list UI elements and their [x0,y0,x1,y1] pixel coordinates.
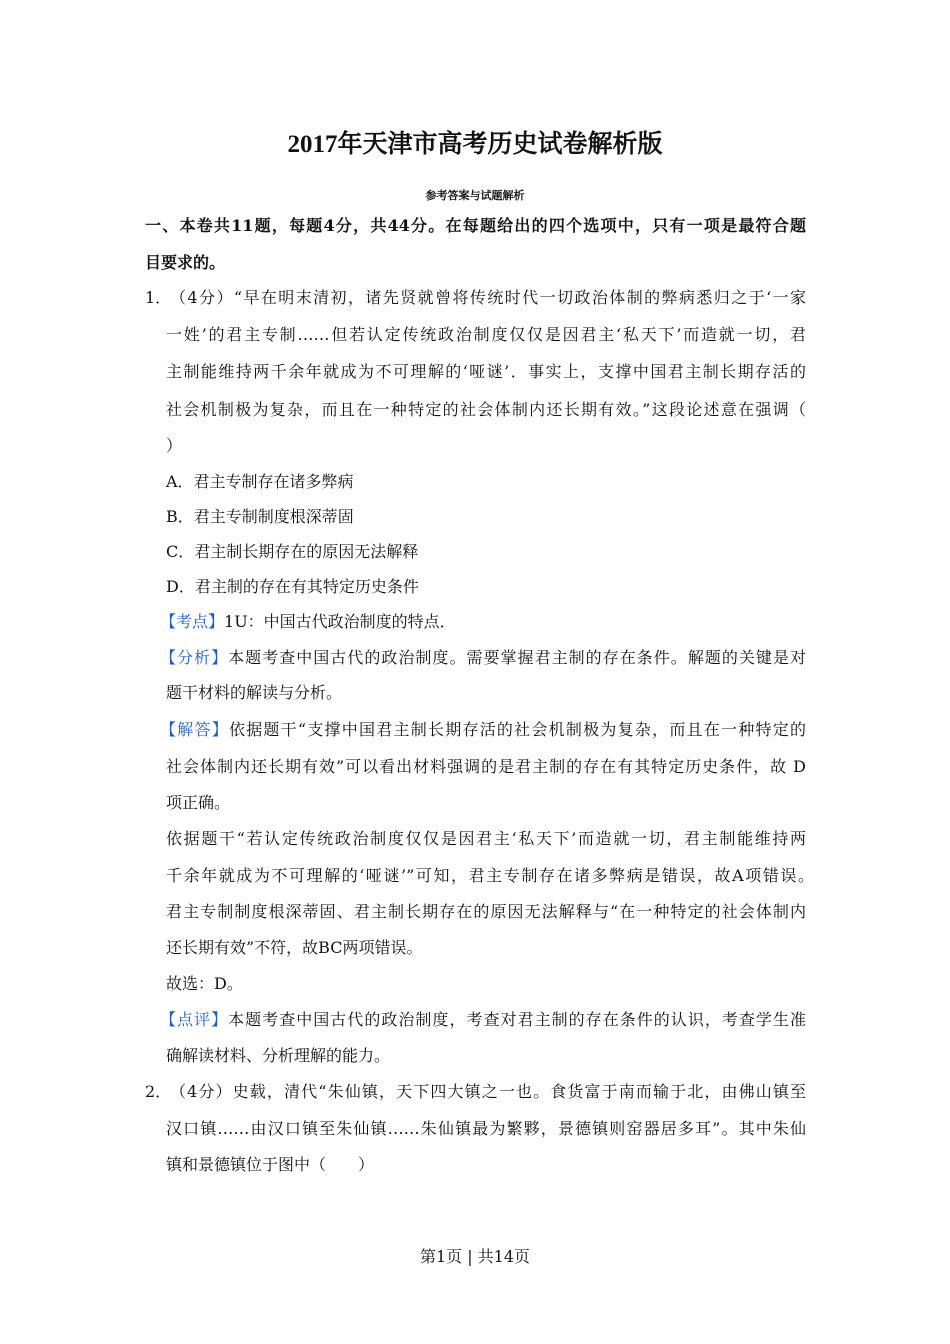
option-a: A．君主专制存在诸多弊病 [166,472,354,491]
jieda-text: 依据题干“若认定传统政治制度仅仅是因君主‘私天下’而造就一切，君主制能维持两 [166,829,806,848]
jieda-text: 社会体制内还长期有效”可以看出材料强调的是君主制的存在有其特定历史条件，故 D [166,757,806,776]
jieda-text: 依据题干“支撑中国君主制长期存活的社会机制极为复杂，而且在一种特定的 [228,720,806,739]
jieda-text: 千余年就成为不可理解的‘哑谜’”可知，君主专制存在诸多弊病是错误，故A项错误。 [166,866,814,885]
question-text: 汉口镇……由汉口镇至朱仙镇……朱仙镇最为繁夥，景德镇则窑器居多耳”。其中朱仙 [166,1119,806,1138]
jieda-text: 项正确。 [166,793,231,812]
fenxi-text: 本题考查中国古代的政治制度。需要掌握君主制的存在条件。解题的关键是对 [228,648,806,667]
jieda [160,720,806,740]
jieda-label: 【解答】 [160,720,229,739]
fenxi-label: 【分析】 [160,648,229,667]
dianping-text: 本题考查中国古代的政治制度，考查对君主制的存在条件的认识，考查学生准 [228,1010,806,1029]
question-text: （4分）史载，清代“朱仙镇，天下四大镇之一也。食货富于南而输于北，由佛山镇至 [170,1082,806,1101]
question-number: 2． [145,1082,172,1101]
question-text: 主制能维持两千余年就成为不可理解的‘哑谜’．事实上，支撑中国君主制长期存活的 [166,362,806,381]
question-text: ） [166,436,183,455]
kaodian-label: 【考点】 [160,612,225,631]
option-d: D．君主制的存在有其特定历史条件 [166,577,419,596]
dianping-label: 【点评】 [160,1010,229,1029]
question-text: 镇和景德镇位于图中（ ） [166,1155,375,1174]
option-b: B．君主专制制度根深蒂固 [166,507,354,526]
document-title: 2017年天津市高考历史试卷解析版 [287,131,663,158]
document-subtitle: 参考答案与试题解析 [425,189,525,202]
section-heading: 一、本卷共11题，每题4分，共44分。在每题给出的四个选项中，只有一项是最符合题 [145,216,806,235]
question-text: （4分）“早在明末清初，诸先贤就曾将传统时代一切政治体制的弊病悉归之于‘一家 [170,288,806,307]
kaodian [160,612,800,632]
option-c: C．君主制长期存在的原因无法解释 [166,542,419,561]
question-text: 一姓’的君主专制……但若认定传统政治制度仅仅是因君主‘私天下’而造就一切，君 [166,325,806,344]
kaodian-text: 1U：中国古代政治制度的特点． [224,612,456,631]
page-footer: 第1页 | 共14页 [419,1247,531,1266]
fenxi-text: 题干材料的解读与分析。 [166,683,343,702]
answer-text: 故选：D。 [166,974,243,993]
section-heading: 目要求的。 [145,253,226,272]
question-text: 社会机制极为复杂，而且在一种特定的社会体制内还长期有效。”这段论述意在强调（ [166,400,806,419]
fenxi [160,648,806,668]
dianping [160,1010,806,1030]
jieda-text: 君主专制制度根深蒂固、君主制长期存在的原因无法解释与“在一种特定的社会体制内 [166,902,806,921]
question-number: 1． [145,288,172,307]
jieda-text: 还长期有效”不符，故BC两项错误。 [166,938,423,957]
dianping-text: 确解读材料、分析理解的能力。 [166,1046,391,1065]
